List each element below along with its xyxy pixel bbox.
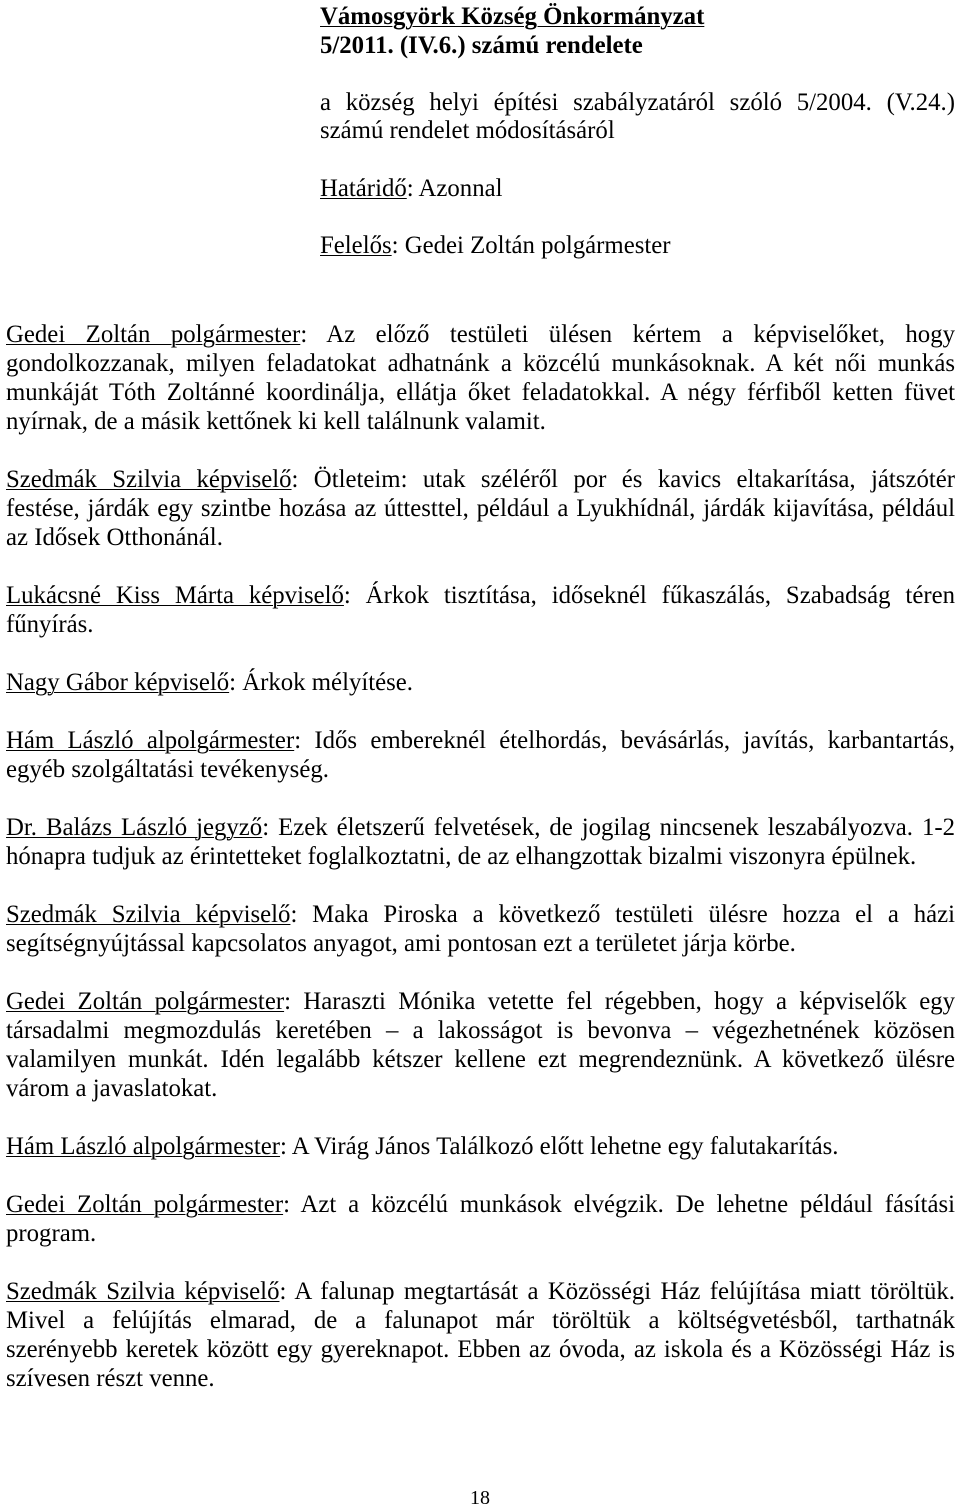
speaker-name: Nagy Gábor képviselő: [6, 669, 230, 696]
text-line: program.: [6, 1220, 97, 1247]
statement-11: [6, 1277, 955, 1393]
statement-text: : Az előző testületi ülésen kértem a képviselőket, hogy: [300, 321, 955, 348]
deadline-label: Határidő: [320, 175, 407, 202]
speaker-name: Hám László alpolgármester: [6, 1133, 281, 1160]
statement-4: [6, 668, 955, 697]
speaker-name: Szedmák Szilvia képviselő: [6, 1278, 280, 1305]
subject-line: számú rendelet módosításáról: [320, 117, 615, 144]
statement-6: [6, 813, 955, 871]
statement-text: : A falunap megtartását a Közösségi Ház felújítása miatt töröltük.: [279, 1278, 955, 1305]
page-number: 18: [470, 1487, 490, 1509]
statement-1: [6, 320, 955, 436]
speaker-name: Gedei Zoltán polgármester: [6, 988, 285, 1015]
deadline: [320, 174, 955, 203]
subject-line: a község helyi építési szabályzatáról szóló 5/2004. (V.24.): [320, 89, 955, 116]
text-line: hónapra tudjuk az érintetteket foglalkoztatni, de az elhangzottak bizalmi viszonyra épülnek.: [6, 843, 917, 870]
speaker-name: Szedmák Szilvia képviselő: [6, 901, 291, 928]
text-line: festése, járdák egy szintbe hozása az úttesttel, például a Lyukhídnál, járdák kijavítása, például: [6, 495, 955, 522]
text-line: valamilyen munkát. Idén legalább kétszer kellene ezt megrendeznünk. A következő ülésre: [6, 1046, 955, 1073]
document-header: [320, 2, 955, 60]
decree-number: 5/2011. (IV.6.) számú rendelete: [320, 32, 643, 59]
statement-9: [6, 1132, 955, 1161]
responsible-label: Felelős: [320, 232, 392, 259]
speaker-name: Gedei Zoltán polgármester: [6, 1191, 284, 1218]
text-line: az Idősek Otthonánál.: [6, 524, 223, 551]
responsible-value: : Gedei Zoltán polgármester: [391, 232, 671, 259]
text-line: egyéb szolgáltatási tevékenység.: [6, 756, 329, 783]
statement-7: [6, 900, 955, 958]
minutes-body: [6, 320, 955, 1422]
speaker-name: Lukácsné Kiss Márta képviselő: [6, 582, 344, 609]
speaker-name: Szedmák Szilvia képviselő: [6, 466, 292, 493]
decree-subject: [320, 89, 955, 145]
speaker-name: Gedei Zoltán polgármester: [6, 321, 301, 348]
deadline-value: : Azonnal: [406, 175, 503, 202]
statement-text: : Maka Piroska a következő testületi ülésre hozza el a házi: [290, 901, 955, 928]
municipality-name: Vámosgyörk Község Önkormányzat: [320, 3, 705, 30]
responsible-person: [320, 231, 955, 260]
statement-10: [6, 1190, 955, 1248]
statement-text: : Ezek életszerű felvetések, de jogilag nincsenek leszabályozva. 1-2: [262, 814, 956, 841]
text-line: fűnyírás.: [6, 611, 94, 638]
text-line: társadalmi megmozdulás keretében – a lakosságot is bevonva – végezhetnének közösen: [6, 1017, 955, 1044]
statement-3: [6, 581, 955, 639]
statement-text: : Haraszti Mónika vetette fel régebben, hogy a képviselők egy: [284, 988, 955, 1015]
text-line: szerényebb keretek között egy gyereknapot. Ebben az óvoda, az iskola és a Közösségi Ház is: [6, 1336, 955, 1363]
text-line: munkáját Tóth Zoltánné koordinálja, ellátja őket feladatokkal. A négy férfiből ketten füvet: [6, 379, 955, 406]
text-line: szívesen részt venne.: [6, 1365, 215, 1392]
statement-8: [6, 987, 955, 1103]
statement-text: : Azt a közcélú munkások elvégzik. De lehetne például fásítási: [283, 1191, 955, 1218]
statement-text: : Árkok mélyítése.: [229, 669, 413, 696]
speaker-name: Hám László alpolgármester: [6, 727, 295, 754]
text-line: nyírnak, de a másik kettőnek ki kell találnunk valamit.: [6, 408, 546, 435]
text-line: várom a javaslatokat.: [6, 1075, 218, 1102]
statement-text: : A Virág János Találkozó előtt lehetne egy falutakarítás.: [280, 1133, 839, 1160]
statement-text: : Ötleteim: utak széléről por és kavics eltakarítása, játszótér: [291, 466, 955, 493]
speaker-name: Dr. Balázs László jegyző: [6, 814, 263, 841]
statement-text: : Árkok tisztítása, időseknél fűkaszálás, Szabadság téren: [343, 582, 955, 609]
text-line: gondolkozzanak, milyen feladatokat adhatnánk a közcélú munkásoknak. A két női munkás: [6, 350, 955, 377]
statement-2: [6, 465, 955, 552]
statement-text: : Idős embereknél ételhordás, bevásárlás, javítás, karbantartás,: [294, 727, 955, 754]
statement-5: [6, 726, 955, 784]
text-line: segítségnyújtással kapcsolatos anyagot, ami pontosan ezt a területet járja körbe.: [6, 930, 796, 957]
text-line: Mivel a felújítás elmarad, de a falunapot már töröltük a költségvetésből, tarthatnák: [6, 1307, 955, 1334]
